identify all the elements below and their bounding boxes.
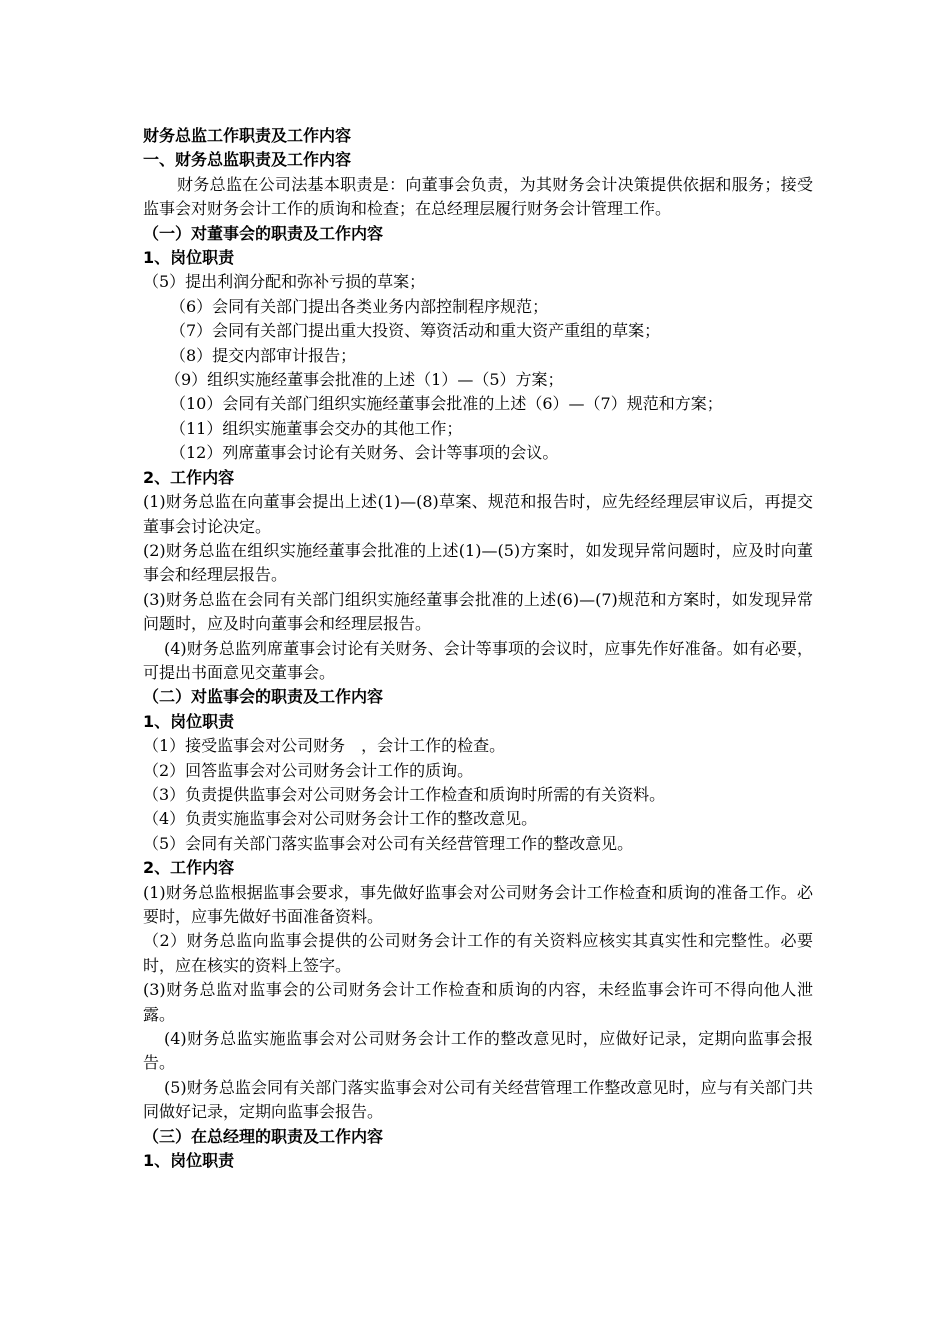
supervisory-duty-item: （1）接受监事会对公司财务 ，会计工作的检查。 — [143, 736, 506, 756]
supervisory-content-item: (5)财务总监会同有关部门落实监事会对公司有关经营管理工作整改意见时，应与有关部门共同做好记录，定期向监事会报告。 — [143, 1077, 813, 1122]
section-heading: 一、财务总监职责及工作内容 — [143, 150, 352, 170]
board-content-heading: 2、工作内容 — [143, 467, 235, 487]
board-content-item: (3)财务总监在会同有关部门组织实施经董事会批准的上述(6)—(7)规范和方案时，如发现异常问题时，应及时向董事会和经理层报告。 — [143, 589, 813, 634]
board-duty-item: （8）提交内部审计报告； — [170, 345, 357, 365]
intro-paragraph: 财务总监在公司法基本职责是：向董事会负责，为其财务会计决策提供依据和服务；接受监事会对财务会计工作的质询和检查；在总经理层履行财务会计管理工作。 — [143, 174, 813, 219]
supervisory-content-heading: 2、工作内容 — [143, 858, 235, 878]
board-content-item: (2)财务总监在组织实施经董事会批准的上述(1)—(5)方案时，如发现异常问题时，应及时向董事会和经理层报告。 — [143, 540, 813, 585]
document-body — [143, 124, 813, 1173]
board-content-item: (4)财务总监列席董事会讨论有关财务、会计等事项的会议时，应事先作好准备。如有必要，可提出书面意见交董事会。 — [143, 638, 813, 682]
board-duty-item: （5）提出利润分配和弥补亏损的草案； — [143, 272, 426, 292]
board-heading: （一）对董事会的职责及工作内容 — [143, 223, 384, 243]
supervisory-duties-heading: 1、岗位职责 — [143, 711, 235, 731]
board-duty-item: （11）组织实施董事会交办的其他工作； — [170, 418, 463, 438]
supervisory-duty-item: （3）负责提供监事会对公司财务会计工作检查和质询时所需的有关资料。 — [143, 784, 666, 804]
supervisory-duty-item: （5）会同有关部门落实监事会对公司有关经营管理工作的整改意见。 — [143, 833, 634, 853]
supervisory-heading: （二）对监事会的职责及工作内容 — [143, 687, 384, 707]
board-duty-item: （6）会同有关部门提出各类业务内部控制程序规范； — [170, 296, 549, 316]
board-content-item: (1)财务总监在向董事会提出上述(1)—(8)草案、规范和报告时，应先经经理层审议后，再提交董事会讨论决定。 — [143, 492, 813, 536]
supervisory-content-item: (3)财务总监对监事会的公司财务会计工作检查和质询的内容，未经监事会许可不得向他人泄露。 — [143, 980, 813, 1024]
gm-heading: （三）在总经理的职责及工作内容 — [143, 1126, 384, 1146]
board-duty-item: （7）会同有关部门提出重大投资、筹资活动和重大资产重组的草案； — [170, 321, 661, 341]
document-title: 财务总监工作职责及工作内容 — [143, 126, 352, 145]
supervisory-duty-item: （4）负责实施监事会对公司财务会计工作的整改意见。 — [143, 809, 538, 829]
board-duty-item: （12）列席董事会讨论有关财务、会计等事项的会议。 — [170, 443, 559, 463]
gm-duties-heading: 1、岗位职责 — [143, 1151, 235, 1171]
board-duty-item: （10）会同有关部门组织实施经董事会批准的上述（6）—（7）规范和方案； — [170, 394, 723, 414]
board-duty-item: （9）组织实施经董事会批准的上述（1）—（5）方案； — [165, 370, 564, 390]
supervisory-content-item: (4)财务总监实施监事会对公司财务会计工作的整改意见时，应做好记录，定期向监事会报告。 — [143, 1029, 813, 1073]
supervisory-content-item: (1)财务总监根据监事会要求，事先做好监事会对公司财务会计工作检查和质询的准备工作。必要时，应事先做好书面准备资料。 — [143, 882, 813, 926]
supervisory-content-item: （2）财务总监向监事会提供的公司财务会计工作的有关资料应核实其真实性和完整性。必要时，应在核实的资料上签字。 — [143, 931, 813, 975]
board-duties-heading: 1、岗位职责 — [143, 248, 235, 268]
supervisory-duty-item: （2）回答监事会对公司财务会计工作的质询。 — [143, 760, 474, 780]
